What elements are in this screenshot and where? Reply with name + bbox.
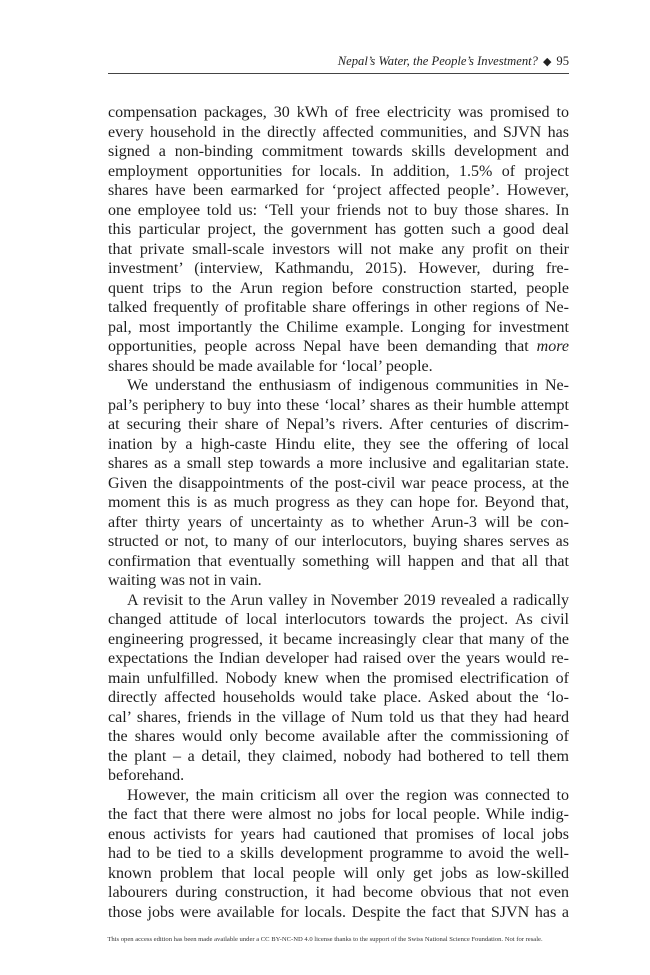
text-line: known problem that local people will only get jobs as low-skilled: [108, 864, 569, 882]
text-line: engineering progressed, it became increasingly clear that many of the: [108, 630, 569, 648]
text-line: investment’ (interview, Kathmandu, 2015). However, during fre-: [108, 260, 569, 277]
text-line: employment opportunities for locals. In addition, 1.5% of project: [108, 162, 569, 180]
diamond-separator-icon: ◆: [542, 56, 552, 68]
text-line: one employee told us: ‘Tell your friends not to buy those shares. In: [108, 201, 569, 219]
text-line: pal, most importantly the Chilime example. Longing for investment: [108, 318, 569, 336]
text-line: shares have been earmarked for ‘project affected people’. However,: [108, 182, 569, 199]
text-line: opportunities, people across Nepal have been demanding that more: [108, 338, 569, 355]
text-line: Given the disappointments of the post-civil war peace process, at the: [108, 474, 569, 492]
text-line: moment this is as much progress as they can hope for. Beyond that,: [108, 494, 569, 511]
paragraph: [108, 376, 569, 591]
body-text: [108, 103, 569, 922]
text-line: the fact that there were almost no jobs for local people. While indig-: [108, 806, 569, 823]
text-line: A revisit to the Arun valley in November 2019 revealed a radically: [127, 591, 569, 609]
paragraph: [108, 786, 569, 923]
text-line: cal’ shares, friends in the village of Num told us that they had heard: [108, 708, 569, 726]
emphasis: more: [536, 338, 569, 355]
text-line: shares should be made available for ‘local’ people.: [108, 357, 433, 375]
running-title: Nepal’s Water, the People’s Investment?: [337, 54, 538, 68]
text-line: We understand the enthusiasm of indigenous communities in Ne-: [127, 377, 569, 394]
text-line: waiting was not in vain.: [108, 572, 262, 589]
text-line: labourers during construction, it had become obvious that not even: [108, 884, 569, 901]
text-line: expectations the Indian developer had raised over the years would re-: [108, 650, 569, 667]
running-header: [108, 52, 569, 74]
text-line: the shares would only become available after the commissioning of: [108, 728, 569, 745]
text-line: after thirty years of uncertainty as to whether Arun-3 will be con-: [108, 513, 569, 531]
text-line: main unfulfilled. Nobody knew when the promised electrification of: [108, 669, 569, 687]
text-line: beforehand.: [108, 767, 185, 784]
text-line: the plant – a detail, they claimed, nobody had bothered to tell them: [108, 747, 569, 765]
text-line: confirmation that eventually something will happen and that all that: [108, 552, 569, 570]
page-number: 95: [556, 54, 569, 68]
license-footer: This open access edition has been made available under a CC BY-NC-ND 4.0 license thanks to the support of the Swiss National Science Foundation. Not for resale.: [107, 936, 543, 943]
text-line: quent trips to the Arun region before construction started, people: [108, 279, 569, 297]
text-line: talked frequently of profitable share offerings in other regions of Ne-: [108, 299, 569, 316]
text-line: at securing their share of Nepal’s rivers. After centuries of discrim-: [108, 416, 569, 433]
text-line: structed or not, to many of our interlocutors, buying shares serves as: [108, 533, 569, 550]
text-line: this particular project, the government has gotten such a good deal: [108, 221, 569, 238]
text-line: enous activists for years had cautioned that promises of local jobs: [108, 825, 569, 843]
paragraph: [108, 103, 569, 376]
text-line: directly affected households would take place. Asked about the ‘lo-: [108, 689, 569, 706]
text-line: ination by a high-caste Hindu elite, they see the offering of local: [108, 435, 569, 453]
paragraph: [108, 591, 569, 786]
text-line: every household in the directly affected communities, and SJVN has: [108, 123, 569, 141]
text-line: those jobs were available for locals. Despite the fact that SJVN has a: [108, 903, 569, 921]
text-line: shares as a small step towards a more inclusive and egalitarian state.: [108, 455, 569, 472]
text-line: signed a non-binding commitment towards skills development and: [108, 143, 569, 160]
text-line: that private small-scale investors will not make any profit on their: [108, 240, 569, 258]
text-line: pal’s periphery to buy into these ‘local’ shares as their humble attempt: [108, 396, 569, 414]
text-line: changed attitude of local interlocutors towards the project. As civil: [108, 611, 569, 628]
text-line: compensation packages, 30 kWh of free electricity was promised to: [108, 104, 569, 121]
text-line: However, the main criticism all over the region was connected to: [127, 786, 569, 804]
text-line: had to be tied to a skills development programme to avoid the well-: [108, 845, 569, 862]
